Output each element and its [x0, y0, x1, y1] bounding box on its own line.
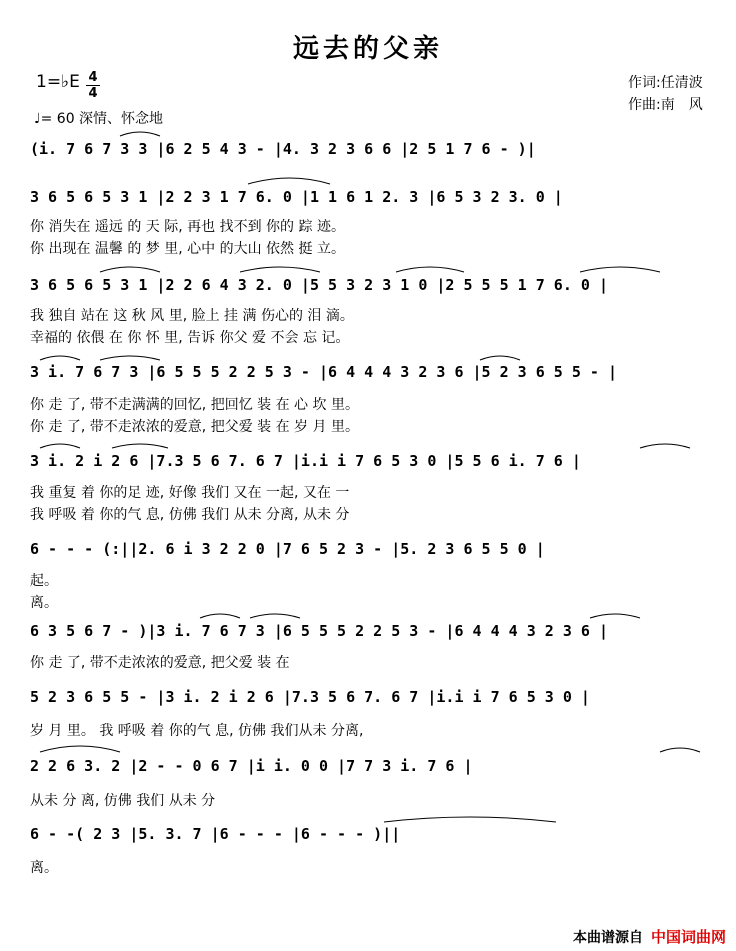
- lyric-row-7: 你 走 了, 带不走浓浓的爱意, 把父爱 装 在: [30, 655, 290, 671]
- slur-arc: [384, 817, 556, 822]
- slur-arc: [40, 444, 80, 448]
- notation-row-3: 3 6 5 6 5 3 1 |2 2 6 4 3 2. 0 |5 5 3 2 3 1 0 |2 5 5 5 1 7 6. 0 |: [30, 276, 608, 294]
- lyric-row-6-verse-1: 起。: [30, 573, 58, 589]
- slur-arc: [200, 614, 240, 618]
- lyric-row-6-verse-2: 离。: [30, 595, 58, 611]
- slur-arc: [640, 444, 690, 448]
- lyric-row-3-verse-2: 幸福的 依偎 在 你 怀 里, 告诉 你父 爱 不会 忘 记。: [30, 330, 350, 346]
- credits: [628, 72, 703, 116]
- notation-row-1: (i. 7 6 7 3 3 |6 2 5 4 3 - |4. 3 2 3 6 6 |2 5 1 7 6 - )|: [30, 140, 536, 158]
- slur-arc: [240, 267, 320, 272]
- slur-arc: [248, 178, 330, 184]
- slur-arc: [580, 267, 660, 272]
- lyric-row-10: 离。: [30, 860, 58, 876]
- notation-row-4: 3 i. 7 6 7 3 |6 5 5 5 2 2 5 3 - |6 4 4 4 3 2 3 6 |5 2 3 6 5 5 - |: [30, 363, 617, 381]
- slur-arc: [100, 267, 160, 272]
- slur-arc: [480, 356, 520, 360]
- lyric-row-3-verse-1: 我 独自 站在 这 秋 风 里, 脸上 挂 满 伤心的 泪 滴。: [30, 308, 354, 324]
- tempo-marking: ♩= 60 深情、怀念地: [34, 111, 164, 127]
- slur-arc: [396, 267, 464, 272]
- slur-arc: [100, 356, 160, 360]
- key-signature: 1=♭E: [36, 72, 80, 92]
- time-signature-top: 4: [88, 70, 98, 85]
- lyric-row-4-verse-2: 你 走 了, 带不走浓浓的爱意, 把父爱 装 在 岁 月 里。: [30, 419, 359, 435]
- lyricist-credit: 作词:任清波: [628, 75, 703, 91]
- slur-arc: [120, 132, 160, 136]
- lyric-row-4-verse-1: 你 走 了, 带不走满满的回忆, 把回忆 装 在 心 坎 里。: [30, 397, 359, 413]
- notation-row-6: 6 - - - (:||2. 6 i 3 2 2 0 |7 6 5 2 3 - |5. 2 3 6 5 5 0 |: [30, 540, 545, 558]
- slur-arc: [590, 614, 640, 618]
- notation-row-2: 3 6 5 6 5 3 1 |2 2 3 1 7 6. 0 |1 1 6 1 2. 3 |6 5 3 2 3. 0 |: [30, 188, 563, 206]
- time-signature: [86, 70, 100, 101]
- slur-arc: [40, 746, 120, 752]
- slur-arc: [250, 614, 300, 618]
- source-label: 本曲谱源自: [572, 930, 643, 946]
- notation-row-7: 6 3 5 6 7 - )|3 i. 7 6 7 3 |6 5 5 5 2 2 5 3 - |6 4 4 4 3 2 3 6 |: [30, 622, 608, 640]
- notation-row-9: 2 2 6 3. 2 |2 - - 0 6 7 |i i. 0 0 |7 7 3 i. 7 6 |: [30, 757, 473, 775]
- lyric-row-2-verse-2: 你 出现在 温馨 的 梦 里, 心中 的大山 依然 挺 立。: [30, 241, 345, 257]
- lyric-row-9: 从未 分 离, 仿佛 我们 从未 分: [30, 793, 216, 809]
- slur-arc: [660, 748, 700, 752]
- slur-arc: [112, 444, 168, 448]
- lyric-row-2-verse-1: 你 消失在 遥远 的 天 际, 再也 找不到 你的 踪 迹。: [30, 219, 345, 235]
- notation-row-5: 3 i. 2 i 2 6 |7.3 5 6 7. 6 7 |i.i i 7 6 5 3 0 |5 5 6 i. 7 6 |: [30, 452, 581, 470]
- lyric-row-5-verse-2: 我 呼吸 着 你的气 息, 仿佛 我们 从未 分离, 从未 分: [30, 507, 350, 523]
- lyric-row-5-verse-1: 我 重复 着 你的足 迹, 好像 我们 又在 一起, 又在 一: [30, 485, 350, 501]
- notation-row-8: 5 2 3 6 5 5 - |3 i. 2 i 2 6 |7.3 5 6 7. 6 7 |i.i i 7 6 5 3 0 |: [30, 688, 590, 706]
- footer-source: [573, 926, 726, 947]
- lyric-row-8: 岁 月 里。 我 呼吸 着 你的气 息, 仿佛 我们从未 分离,: [30, 723, 364, 739]
- source-site-link[interactable]: 中国词曲网: [650, 928, 726, 946]
- slur-arc: [40, 356, 80, 360]
- notation-row-10: 6 - -( 2 3 |5. 3. 7 |6 - - - |6 - - - )||: [30, 825, 401, 843]
- time-signature-bottom: 4: [86, 85, 100, 101]
- composer-credit: 作曲:南 风: [628, 97, 703, 113]
- song-title: 远去的父亲: [292, 34, 443, 64]
